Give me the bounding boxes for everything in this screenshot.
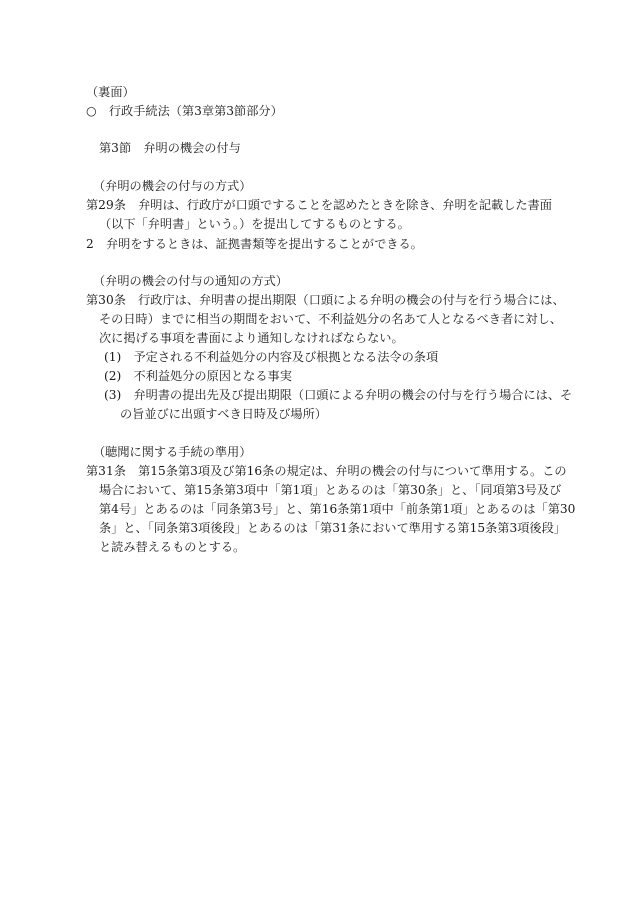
article-30-item-3-cont: の旨並びに出頭すべき日時及び場所） (120, 407, 327, 421)
article-30-item-1: (1) 予定される不利益処分の内容及び根拠となる法令の条項 (104, 350, 439, 364)
article-29-line: 第29条 弁明は、行政庁が口頭ですることを認めたときを除き、弁明を記載した書面 (86, 198, 552, 212)
article-30-item-2: (2) 不利益処分の原因となる事実 (104, 369, 292, 383)
section-title: 第3節 弁明の機会の付与 (99, 141, 241, 155)
article-31-caption: （聴聞に関する手続の準用） (93, 445, 252, 459)
article-31-line: と読み替えるものとする。 (99, 540, 246, 554)
article-29-caption: （弁明の機会の付与の方式） (93, 179, 252, 193)
article-31-line: 第4号」とあるのは「同条第3号」と、第16条第1項中「前条第1項」とあるのは「第30 (99, 502, 576, 516)
article-30-line: その日時）までに相当の期間をおいて、不利益処分の名あて人となるべき者に対し、 (99, 312, 562, 326)
article-29-line: （以下「弁明書」という。）を提出してするものとする。 (99, 217, 410, 231)
article-31-line: 場合において、第15条第3項中「第1項」とあるのは「第30条」と、「同項第3号及び (99, 483, 562, 497)
article-31-line: 条」と、「同条第3項後段」とあるのは「第31条において準用する第15条第3項後段」 (99, 521, 566, 535)
article-30-line: 次に掲げる事項を書面により通知しなければならない。 (99, 331, 404, 345)
article-30-item-3: (3) 弁明書の提出先及び提出期限（口頭による弁明の機会の付与を行う場合には、そ (104, 388, 573, 402)
page-header: （裏面） (86, 85, 135, 99)
article-30-caption: （弁明の機会の付与の通知の方式） (93, 274, 288, 288)
article-30-line: 第30条 行政庁は、弁明書の提出期限（口頭による弁明の機会の付与を行う場合には、 (86, 293, 565, 307)
article-31-line: 第31条 第15条第3項及び第16条の規定は、弁明の機会の付与について準用する。この (86, 464, 567, 478)
article-29-paragraph-2: 2 弁明をするときは、証拠書類等を提出することができる。 (86, 237, 423, 251)
law-title: ○ 行政手続法（第3章第3節部分） (86, 104, 283, 118)
